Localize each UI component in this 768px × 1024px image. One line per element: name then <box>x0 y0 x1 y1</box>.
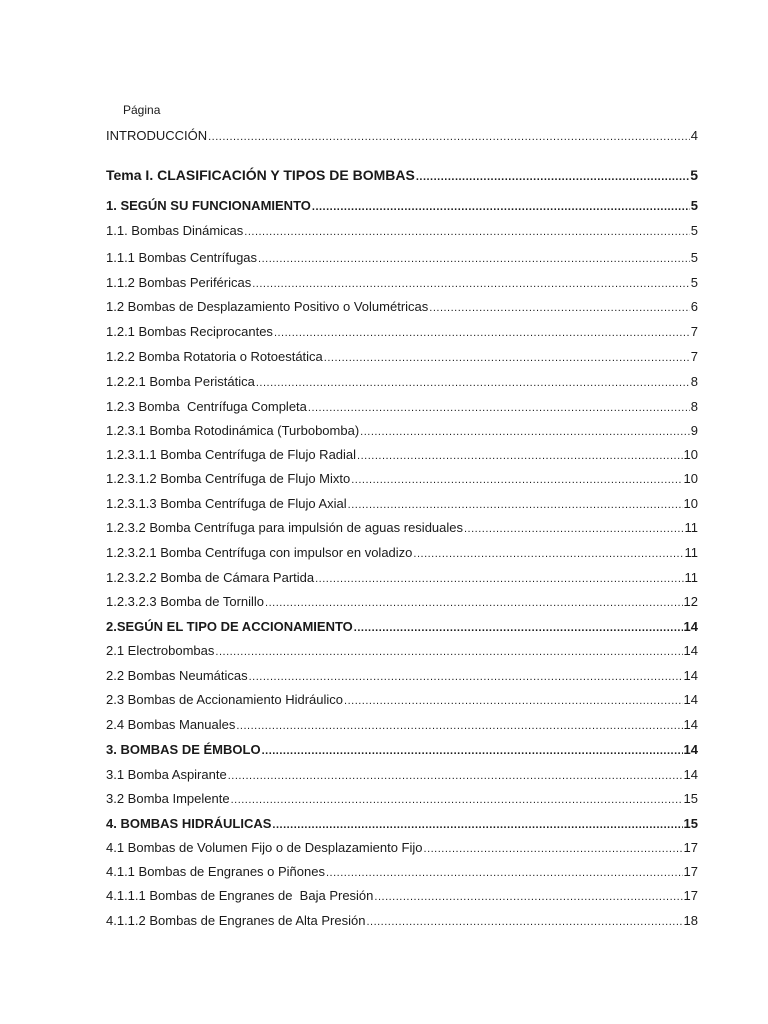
toc-entry-title: 1. SEGÚN SU FUNCIONAMIENTO <box>106 198 311 213</box>
toc-entry-title: 4.1.1 Bombas de Engranes o Piñones <box>106 864 325 879</box>
toc-entry <box>106 643 698 660</box>
toc-entry-page-number: 15 <box>683 816 698 831</box>
dot-leader <box>351 472 682 488</box>
toc-entry <box>106 275 698 292</box>
toc-entry-title: 1.1.2 Bombas Periféricas <box>106 275 252 290</box>
toc-entry-page-number: 7 <box>690 324 698 339</box>
toc-entry-page-number: 17 <box>683 840 698 855</box>
toc-entry-title: 1.2.3 Bomba Centrífuga Completa <box>106 399 307 414</box>
dot-leader <box>429 300 689 316</box>
toc-entry-page-number: 11 <box>684 545 698 560</box>
dot-leader <box>228 768 683 784</box>
toc-entry <box>106 767 698 784</box>
toc-entry-title: 1.2 Bombas de Desplazamiento Positivo o Volumétricas <box>106 299 429 314</box>
toc-entry-page-number: 5 <box>690 223 698 238</box>
dot-leader <box>348 497 683 513</box>
dot-leader <box>249 669 683 685</box>
toc-entry-title: 4.1.1.2 Bombas de Engranes de Alta Presión <box>106 913 366 928</box>
toc-entry-title: 1.2.3.1 Bomba Rotodinámica (Turbobomba) <box>106 423 360 438</box>
toc-entry-page-number: 17 <box>683 864 698 879</box>
page-column-label: Página <box>123 103 161 117</box>
dot-leader <box>274 325 690 341</box>
toc-entry-page-number: 10 <box>683 496 698 511</box>
toc-entry-page-number: 6 <box>690 299 698 314</box>
dot-leader <box>413 546 683 562</box>
dot-leader <box>416 169 689 185</box>
toc-entry <box>106 791 698 808</box>
toc-entry-page-number: 14 <box>683 767 698 782</box>
toc-entry-title: 3.2 Bomba Impelente <box>106 791 230 806</box>
dot-leader <box>326 865 683 881</box>
toc-entry-page-number: 5 <box>690 250 698 265</box>
toc-entry <box>106 742 698 759</box>
dot-leader <box>315 571 683 587</box>
dot-leader <box>324 350 690 366</box>
toc-entry-title: 4.1 Bombas de Volumen Fijo o de Desplazamiento Fijo <box>106 840 423 855</box>
toc-entry-title: 1.2.3.1.2 Bomba Centrífuga de Flujo Mixto <box>106 471 351 486</box>
dot-leader <box>360 424 690 440</box>
toc-entry-title: 2.1 Electrobombas <box>106 643 215 658</box>
toc-entry <box>106 913 698 930</box>
toc-entry <box>106 496 698 513</box>
toc-entry-title: 1.2.3.1.3 Bomba Centrífuga de Flujo Axial <box>106 496 347 511</box>
toc-entry-title: 2.SEGÚN EL TIPO DE ACCIONAMIENTO <box>106 619 353 634</box>
toc-entry <box>106 374 698 391</box>
toc-entry-title: 1.2.3.2.2 Bomba de Cámara Partida <box>106 570 315 585</box>
dot-leader <box>258 251 690 267</box>
toc-entry-title: 1.2.3.2.3 Bomba de Tornillo <box>106 594 265 609</box>
dot-leader <box>357 448 682 464</box>
toc-entry-page-number: 5 <box>690 275 698 290</box>
toc-entry-page-number: 14 <box>683 643 698 658</box>
toc-entry-page-number: 10 <box>683 447 698 462</box>
toc-entry-title: 1.2.1 Bombas Reciprocantes <box>106 324 273 339</box>
dot-leader <box>244 224 689 240</box>
toc-entry-page-number: 7 <box>690 349 698 364</box>
toc-entry-page-number: 14 <box>683 668 698 683</box>
toc-entry <box>106 423 698 440</box>
toc-entry-title: 4. BOMBAS HIDRÁULICAS <box>106 816 272 831</box>
toc-entry <box>106 223 698 240</box>
dot-leader <box>272 817 682 833</box>
toc-entry-page-number: 15 <box>683 791 698 806</box>
toc-entry <box>106 888 698 905</box>
dot-leader <box>215 644 682 660</box>
toc-entry-title: 1.2.2.1 Bomba Peristática <box>106 374 255 389</box>
toc-entry-page-number: 14 <box>683 692 698 707</box>
dot-leader <box>231 792 683 808</box>
toc-entry-page-number: 8 <box>690 374 698 389</box>
toc-entry-title: 1.2.3.2.1 Bomba Centrífuga con impulsor en voladizo <box>106 545 413 560</box>
dot-leader <box>374 889 682 905</box>
toc-entry-page-number: 4 <box>690 128 698 143</box>
toc-entry <box>106 594 698 611</box>
toc-entry <box>106 816 698 833</box>
toc-entry <box>106 619 698 636</box>
toc-entry <box>106 299 698 316</box>
toc-entry-page-number: 18 <box>683 913 698 928</box>
dot-leader <box>424 841 683 857</box>
dot-leader <box>312 199 690 215</box>
toc-entry-title: 1.1.1 Bombas Centrífugas <box>106 250 258 265</box>
dot-leader <box>366 914 682 930</box>
toc-entry <box>106 167 698 185</box>
toc-entry-page-number: 12 <box>683 594 698 609</box>
toc-entry-title: 2.3 Bombas de Accionamiento Hidráulico <box>106 692 344 707</box>
toc-entry-page-number: 11 <box>684 520 698 535</box>
toc-entry-title: 1.2.2 Bomba Rotatoria o Rotoestática <box>106 349 323 364</box>
toc-entry-page-number: 9 <box>690 423 698 438</box>
toc-entry <box>106 324 698 341</box>
dot-leader <box>354 620 683 636</box>
toc-entry-page-number: 14 <box>683 717 698 732</box>
toc-entry-title: 2.2 Bombas Neumáticas <box>106 668 248 683</box>
toc-entry <box>106 570 698 587</box>
dot-leader <box>344 693 683 709</box>
toc-entry-title: Tema I. CLASIFICACIÓN Y TIPOS DE BOMBAS <box>106 167 415 183</box>
toc-entry <box>106 840 698 857</box>
toc-entry <box>106 250 698 267</box>
dot-leader <box>208 129 690 145</box>
toc-entry <box>106 668 698 685</box>
toc-entry-page-number: 5 <box>690 167 698 183</box>
toc-entry <box>106 198 698 215</box>
dot-leader <box>464 521 684 537</box>
toc-entry <box>106 349 698 366</box>
toc-entry <box>106 520 698 537</box>
toc-entry <box>106 128 698 145</box>
toc-entry-title: 1.1. Bombas Dinámicas <box>106 223 244 238</box>
toc-entry <box>106 864 698 881</box>
toc-entry-title: 3. BOMBAS DE ÉMBOLO <box>106 742 261 757</box>
toc-entry-title: 2.4 Bombas Manuales <box>106 717 236 732</box>
dot-leader <box>256 375 690 391</box>
toc-entry-title: 1.2.3.1.1 Bomba Centrífuga de Flujo Radial <box>106 447 357 462</box>
dot-leader <box>262 743 683 759</box>
toc-entry <box>106 447 698 464</box>
toc-entry-title: 4.1.1.1 Bombas de Engranes de Baja Presión <box>106 888 374 903</box>
toc-entry-page-number: 5 <box>690 198 698 213</box>
toc-entry-page-number: 14 <box>683 619 698 634</box>
toc-entry-title: 1.2.3.2 Bomba Centrífuga para impulsión de aguas residuales <box>106 520 463 535</box>
toc-entry-page-number: 14 <box>683 742 698 757</box>
toc-entry <box>106 399 698 416</box>
dot-leader <box>252 276 690 292</box>
toc-entry <box>106 471 698 488</box>
toc-entry-page-number: 17 <box>683 888 698 903</box>
toc-entry-page-number: 8 <box>690 399 698 414</box>
toc-entry-title: INTRODUCCIÓN <box>106 128 208 143</box>
dot-leader <box>308 400 690 416</box>
dot-leader <box>265 595 683 611</box>
toc-entry-title: 3.1 Bomba Aspirante <box>106 767 227 782</box>
toc-entry-page-number: 10 <box>683 471 698 486</box>
toc-entry-page-number: 11 <box>684 570 698 585</box>
toc-entry <box>106 717 698 734</box>
toc-entry <box>106 692 698 709</box>
toc-entry <box>106 545 698 562</box>
dot-leader <box>236 718 682 734</box>
